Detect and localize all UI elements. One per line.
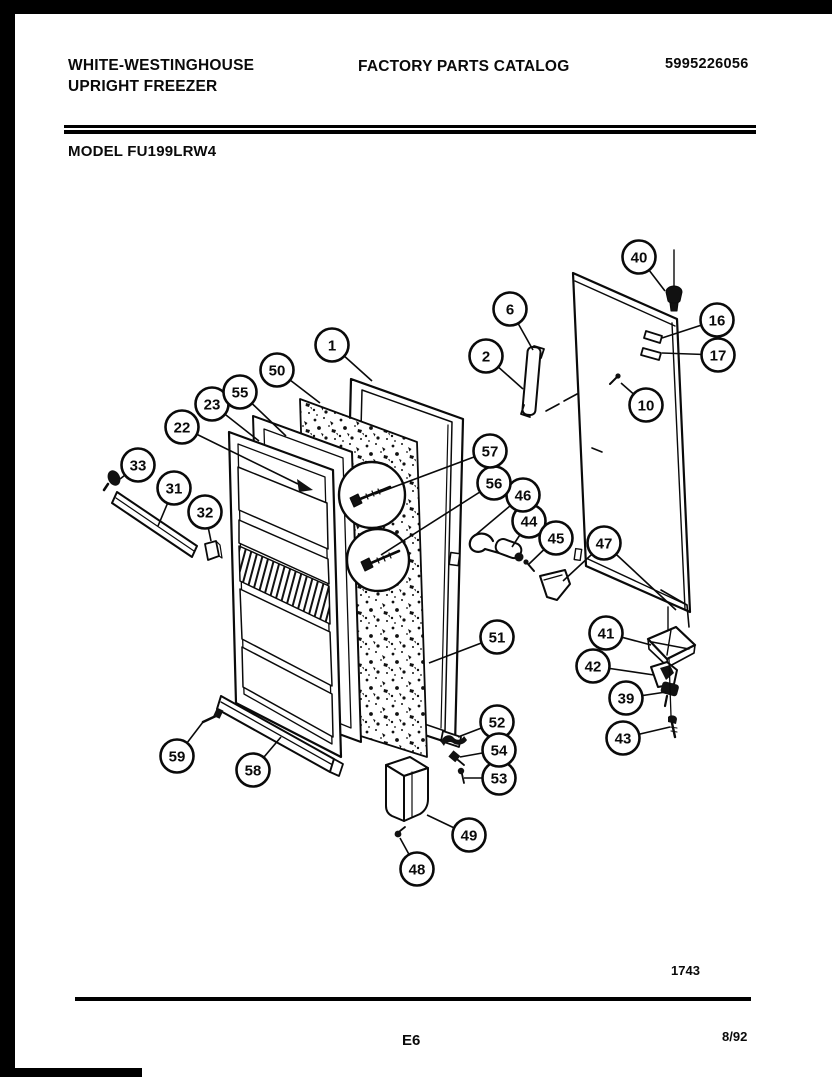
svg-text:16: 16 [708,312,726,330]
svg-text:1: 1 [327,337,337,355]
svg-text:49: 49 [460,827,478,845]
door-handle [521,346,544,417]
callout-16 [701,304,734,337]
callout-17 [702,339,735,372]
svg-text:2: 2 [481,348,491,366]
callout-32 [189,496,222,529]
svg-text:43: 43 [614,730,632,748]
callout-47 [588,527,621,560]
svg-text:50: 50 [268,362,286,380]
inner-door-panel [229,432,341,757]
callout-2 [470,340,503,373]
svg-text:53: 53 [490,770,508,788]
svg-text:54: 54 [490,742,508,760]
callout-58 [237,754,270,787]
callout-39 [610,682,643,715]
svg-text:31: 31 [165,480,183,498]
svg-text:44: 44 [520,513,538,531]
svg-text:32: 32 [196,504,214,522]
callout-10 [630,389,663,422]
callout-55 [224,376,257,409]
svg-text:47: 47 [595,535,613,553]
figure-number: 1743 [671,963,700,978]
svg-text:46: 46 [514,487,532,505]
callout-6 [494,293,527,326]
callout-41 [590,617,623,650]
callout-22 [166,411,199,444]
callout-1 [316,329,349,362]
svg-text:6: 6 [505,301,515,319]
svg-text:22: 22 [173,419,191,437]
callout-54 [483,734,516,767]
svg-text:42: 42 [584,658,602,676]
callout-31 [158,472,191,505]
model-number: MODEL FU199LRW4 [68,143,217,160]
catalog-title: FACTORY PARTS CATALOG [358,58,570,75]
svg-text:48: 48 [408,861,426,879]
svg-text:23: 23 [203,396,221,414]
cabinet-side-panel [573,273,690,636]
svg-text:56: 56 [485,475,503,493]
svg-text:17: 17 [709,347,727,365]
callout-33 [122,449,155,482]
svg-text:55: 55 [231,384,249,402]
svg-text:10: 10 [637,397,655,415]
callout-50 [261,354,294,387]
callout-45 [540,522,573,555]
callout-40 [623,241,656,274]
svg-text:41: 41 [597,625,615,643]
callout-48 [401,853,434,886]
callout-49 [453,819,486,852]
publication-number: 5995226056 [665,56,749,72]
brand-line-2: UPRIGHT FREEZER [68,78,218,95]
date-code: 8/92 [722,1029,748,1044]
callout-51 [481,621,514,654]
page-code: E6 [402,1032,421,1049]
hinge-pin-cap [666,250,682,311]
footer-rule [75,997,751,1001]
svg-text:51: 51 [488,629,506,647]
svg-text:40: 40 [630,249,648,267]
svg-text:52: 52 [488,714,506,732]
callout-42 [577,650,610,683]
svg-text:57: 57 [481,443,499,461]
svg-text:33: 33 [129,457,147,475]
bottom-hinge-parts [648,627,695,737]
callout-43 [607,722,640,755]
svg-text:58: 58 [244,762,262,780]
callout-57 [474,435,507,468]
svg-text:39: 39 [617,690,635,708]
svg-text:59: 59 [168,748,186,766]
callout-59 [161,740,194,773]
callout-56 [478,467,511,500]
brand-line-1: WHITE-WESTINGHOUSE [68,57,255,74]
svg-text:45: 45 [547,530,565,548]
